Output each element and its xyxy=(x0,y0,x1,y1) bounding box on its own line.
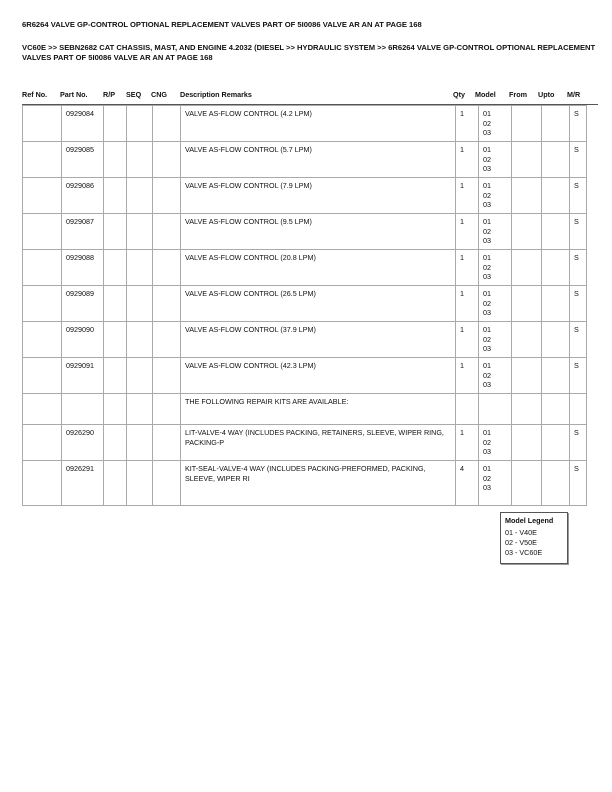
cell-ref xyxy=(23,178,62,214)
cell-seq xyxy=(127,142,153,178)
table-row xyxy=(23,286,587,322)
cell-desc: VALVE AS-FLOW CONTROL (37.9 LPM) xyxy=(181,322,456,358)
cell-ref xyxy=(23,425,62,461)
cell-from xyxy=(512,358,542,394)
cell-mr: S xyxy=(570,106,587,142)
cell-model xyxy=(479,394,512,425)
col-qty: Qty xyxy=(453,90,465,99)
cell-qty: 1 xyxy=(456,425,479,461)
table-row xyxy=(23,142,587,178)
table-row xyxy=(23,461,587,506)
cell-rp xyxy=(104,178,127,214)
cell-qty: 1 xyxy=(456,358,479,394)
cell-part: 0929085 xyxy=(62,142,104,178)
cell-qty: 1 xyxy=(456,106,479,142)
cell-upto xyxy=(542,250,570,286)
cell-desc: LIT-VALVE-4 WAY (INCLUDES PACKING, RETAINERS, SLEEVE, WIPER RING, PACKING-P xyxy=(181,425,456,461)
cell-upto xyxy=(542,425,570,461)
cell-part: 0929091 xyxy=(62,358,104,394)
cell-cng xyxy=(153,142,181,178)
cell-seq xyxy=(127,461,153,506)
cell-model: 01 02 03 xyxy=(479,358,512,394)
cell-ref xyxy=(23,214,62,250)
cell-ref xyxy=(23,250,62,286)
col-part: Part No. xyxy=(60,90,88,99)
cell-upto xyxy=(542,394,570,425)
cell-seq xyxy=(127,394,153,425)
cell-mr xyxy=(570,394,587,425)
cell-rp xyxy=(104,286,127,322)
cell-seq xyxy=(127,425,153,461)
legend-item: 03 - VC60E xyxy=(505,548,543,557)
table-row xyxy=(23,425,587,461)
cell-rp xyxy=(104,425,127,461)
col-ref: Ref No. xyxy=(22,90,48,99)
cell-part: 0926290 xyxy=(62,425,104,461)
col-from: From xyxy=(509,90,527,99)
cell-cng xyxy=(153,425,181,461)
cell-rp xyxy=(104,106,127,142)
cell-ref xyxy=(23,358,62,394)
cell-seq xyxy=(127,250,153,286)
cell-mr: S xyxy=(570,250,587,286)
cell-desc: VALVE AS-FLOW CONTROL (4.2 LPM) xyxy=(181,106,456,142)
col-rp: R/P xyxy=(103,90,115,99)
cell-from xyxy=(512,250,542,286)
col-desc: Description Remarks xyxy=(180,90,252,99)
legend-item: 02 - V50E xyxy=(505,538,537,547)
cell-upto xyxy=(542,214,570,250)
cell-from xyxy=(512,461,542,506)
cell-rp xyxy=(104,250,127,286)
cell-model: 01 02 03 xyxy=(479,322,512,358)
page-title: 6R6264 VALVE GP-CONTROL OPTIONAL REPLACEMENT VALVES PART OF 5I0086 VALVE AR AN AT PAGE 168 xyxy=(22,20,422,29)
cell-model: 01 02 03 xyxy=(479,425,512,461)
cell-qty: 1 xyxy=(456,286,479,322)
cell-rp xyxy=(104,394,127,425)
cell-part: 0929090 xyxy=(62,322,104,358)
cell-mr: S xyxy=(570,425,587,461)
col-cng: CNG xyxy=(151,90,167,99)
table-row xyxy=(23,106,587,142)
col-seq: SEQ xyxy=(126,90,142,99)
cell-rp xyxy=(104,214,127,250)
legend-title: Model Legend xyxy=(505,516,554,525)
cell-part: 0929084 xyxy=(62,106,104,142)
cell-mr: S xyxy=(570,178,587,214)
cell-from xyxy=(512,142,542,178)
cell-upto xyxy=(542,178,570,214)
cell-ref xyxy=(23,461,62,506)
cell-model: 01 02 03 xyxy=(479,178,512,214)
cell-cng xyxy=(153,286,181,322)
cell-desc: VALVE AS-FLOW CONTROL (42.3 LPM) xyxy=(181,358,456,394)
cell-desc: THE FOLLOWING REPAIR KITS ARE AVAILABLE: xyxy=(181,394,456,425)
cell-seq xyxy=(127,358,153,394)
cell-upto xyxy=(542,106,570,142)
cell-ref xyxy=(23,322,62,358)
cell-ref xyxy=(23,106,62,142)
cell-seq xyxy=(127,214,153,250)
cell-cng xyxy=(153,394,181,425)
cell-qty: 1 xyxy=(456,322,479,358)
col-model: Model xyxy=(475,90,496,99)
table-row xyxy=(23,214,587,250)
cell-from xyxy=(512,394,542,425)
cell-mr: S xyxy=(570,358,587,394)
col-mr: M/R xyxy=(567,90,581,99)
cell-model: 01 02 03 xyxy=(479,142,512,178)
col-upto: Upto xyxy=(538,90,555,99)
cell-desc: VALVE AS-FLOW CONTROL (20.8 LPM) xyxy=(181,250,456,286)
cell-from xyxy=(512,178,542,214)
cell-desc: VALVE AS-FLOW CONTROL (26.5 LPM) xyxy=(181,286,456,322)
cell-from xyxy=(512,425,542,461)
cell-from xyxy=(512,286,542,322)
cell-cng xyxy=(153,106,181,142)
cell-rp xyxy=(104,142,127,178)
cell-rp xyxy=(104,461,127,506)
cell-mr: S xyxy=(570,214,587,250)
cell-desc: VALVE AS-FLOW CONTROL (5.7 LPM) xyxy=(181,142,456,178)
cell-seq xyxy=(127,286,153,322)
cell-part: 0926291 xyxy=(62,461,104,506)
cell-upto xyxy=(542,322,570,358)
cell-ref xyxy=(23,394,62,425)
table-header xyxy=(22,88,598,105)
cell-cng xyxy=(153,250,181,286)
cell-desc: KIT-SEAL-VALVE-4 WAY (INCLUDES PACKING-PREFORMED, PACKING, SLEEVE, WIPER RI xyxy=(181,461,456,506)
cell-seq xyxy=(127,322,153,358)
cell-mr: S xyxy=(570,286,587,322)
cell-mr: S xyxy=(570,322,587,358)
cell-from xyxy=(512,214,542,250)
cell-part: 0929089 xyxy=(62,286,104,322)
cell-upto xyxy=(542,142,570,178)
cell-from xyxy=(512,322,542,358)
cell-rp xyxy=(104,322,127,358)
cell-model: 01 02 03 xyxy=(479,286,512,322)
table-row xyxy=(23,358,587,394)
legend-item: 01 - V40E xyxy=(505,528,537,537)
cell-seq xyxy=(127,106,153,142)
cell-part: 0929086 xyxy=(62,178,104,214)
cell-cng xyxy=(153,214,181,250)
cell-cng xyxy=(153,178,181,214)
cell-mr: S xyxy=(570,461,587,506)
cell-part: 0929088 xyxy=(62,250,104,286)
breadcrumb: VC60E >> SEBN2682 CAT CHASSIS, MAST, AND ENGINE 4.2032 (DIESEL >> HYDRAULIC SYSTEM >> 6R6264 VALVE GP-CONTROL OPTIONAL REPLACEMENT VALVES PART OF 5I0086 VALVE AR AN AT PAGE 168 xyxy=(22,43,596,62)
cell-qty: 1 xyxy=(456,214,479,250)
cell-desc: VALVE AS-FLOW CONTROL (9.5 LPM) xyxy=(181,214,456,250)
cell-qty xyxy=(456,394,479,425)
cell-model: 01 02 03 xyxy=(479,106,512,142)
parts-table xyxy=(22,105,587,506)
cell-upto xyxy=(542,286,570,322)
cell-qty: 4 xyxy=(456,461,479,506)
cell-rp xyxy=(104,358,127,394)
cell-part xyxy=(62,394,104,425)
cell-mr: S xyxy=(570,142,587,178)
cell-model: 01 02 03 xyxy=(479,214,512,250)
cell-cng xyxy=(153,461,181,506)
cell-qty: 1 xyxy=(456,178,479,214)
cell-ref xyxy=(23,286,62,322)
cell-desc: VALVE AS-FLOW CONTROL (7.9 LPM) xyxy=(181,178,456,214)
table-row xyxy=(23,178,587,214)
model-legend xyxy=(500,512,568,564)
cell-cng xyxy=(153,358,181,394)
cell-upto xyxy=(542,461,570,506)
cell-ref xyxy=(23,142,62,178)
cell-part: 0929087 xyxy=(62,214,104,250)
cell-qty: 1 xyxy=(456,142,479,178)
cell-from xyxy=(512,106,542,142)
table-row xyxy=(23,322,587,358)
cell-cng xyxy=(153,322,181,358)
cell-seq xyxy=(127,178,153,214)
cell-model: 01 02 03 xyxy=(479,250,512,286)
table-row xyxy=(23,394,587,425)
cell-upto xyxy=(542,358,570,394)
table-row xyxy=(23,250,587,286)
cell-qty: 1 xyxy=(456,250,479,286)
cell-model: 01 02 03 xyxy=(479,461,512,506)
